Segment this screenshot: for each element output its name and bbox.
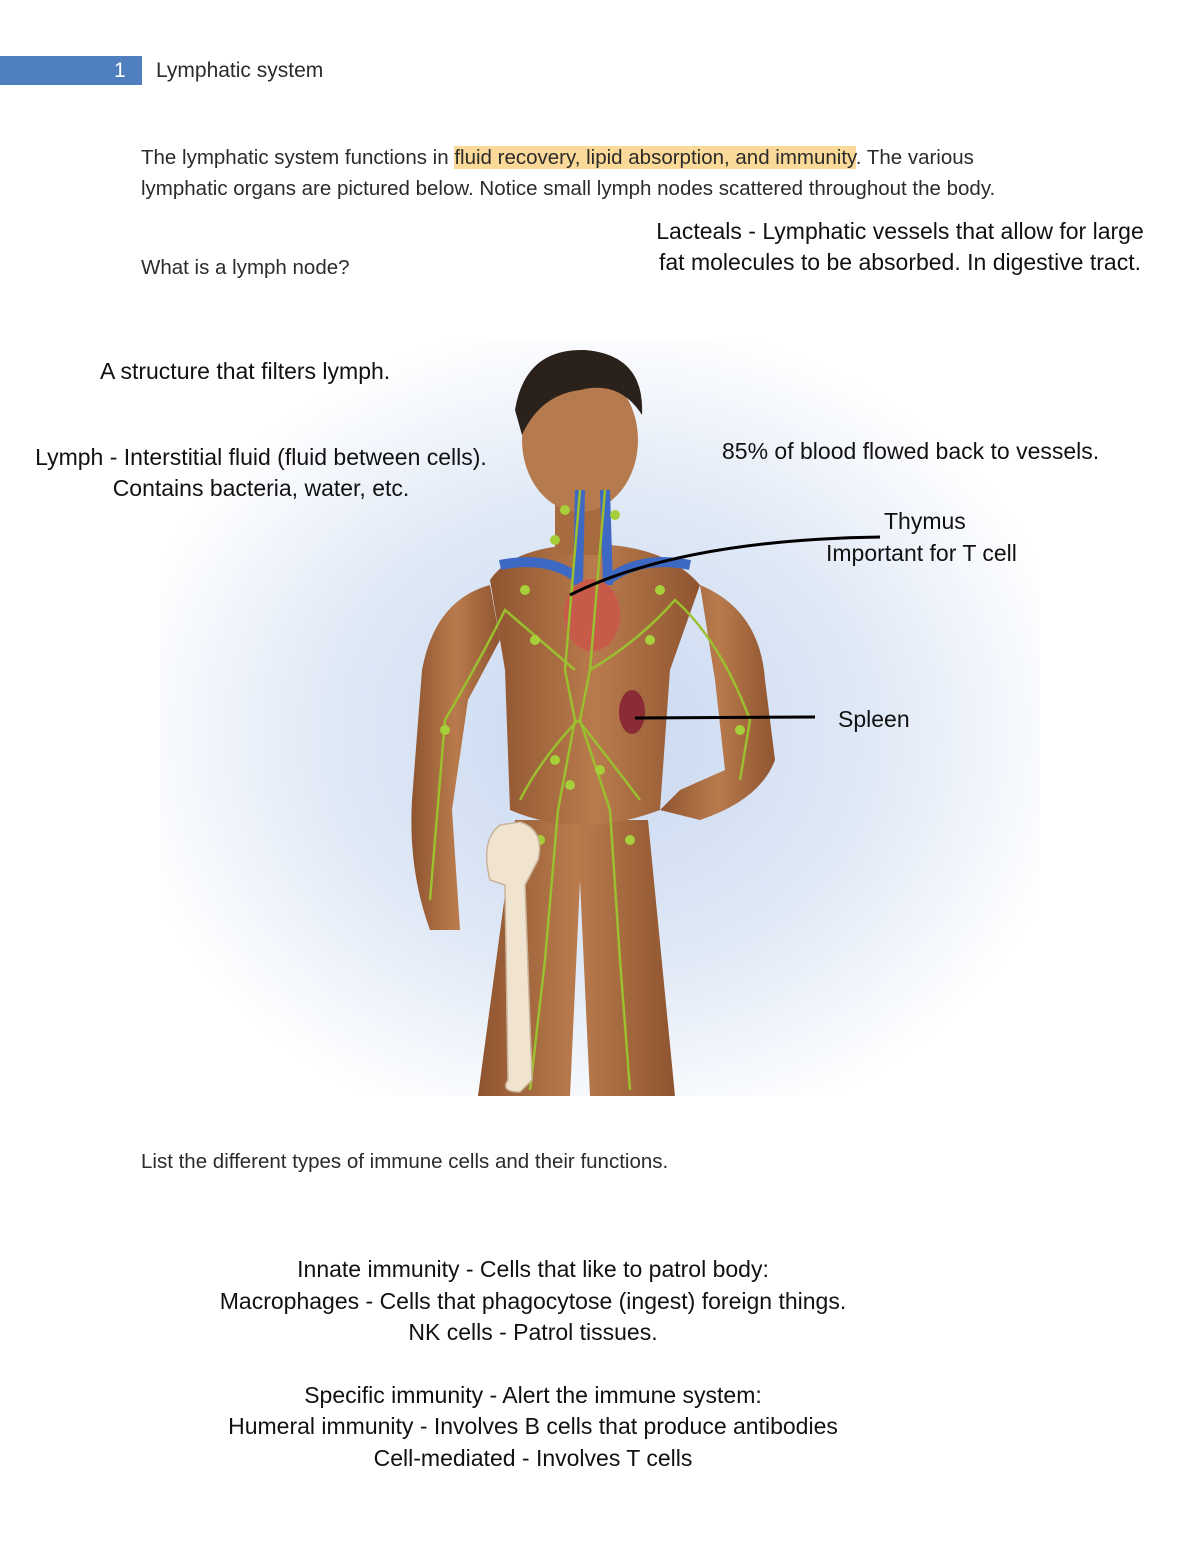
lymph-line-1: Lymph - Interstitial fluid (fluid between cells). xyxy=(35,444,487,470)
thymus-label: Thymus xyxy=(884,508,966,534)
blood-note: 85% of blood flowed back to vessels. xyxy=(722,438,1100,464)
highlighted-text: fluid recovery, lipid absorption, and immunity xyxy=(454,146,856,169)
lacteals-line-1: Lacteals - Lymphatic vessels that allow for large xyxy=(656,218,1144,244)
lacteals-line-2: fat molecules to be absorbed. In digestive tract. xyxy=(659,249,1141,275)
question-immune-cells: List the different types of immune cells and their functions. xyxy=(141,1150,669,1173)
innate-line-2: Macrophages - Cells that phagocytose (ingest) foreign things. xyxy=(219,1287,847,1314)
specific-line-1: Specific immunity - Alert the immune system: xyxy=(304,1381,762,1408)
spleen-pointer-line xyxy=(635,717,815,718)
spleen xyxy=(619,690,645,734)
innate-line-1: Innate immunity - Cells that like to patrol body: xyxy=(297,1256,769,1282)
lymph-line-2: Contains bacteria, water, etc. xyxy=(112,475,410,501)
lymph-node-answer: A structure that filters lymph. xyxy=(100,358,391,384)
lymph-note xyxy=(10,442,512,504)
question-lymph-node: What is a lymph node? xyxy=(141,256,350,279)
page-number: 1 xyxy=(114,59,126,82)
spacer xyxy=(140,1349,926,1380)
intro-text-end: . The various lymphatic organs are pictured below. Notice small lymph nodes scattered throughout the body. xyxy=(141,146,996,200)
immune-answers xyxy=(140,1254,926,1474)
thymus-note: Important for T cell xyxy=(826,540,1017,566)
specific-line-3: Cell-mediated - Involves T cells xyxy=(373,1444,693,1471)
section-title: Lymphatic system xyxy=(156,59,324,82)
lacteals-note xyxy=(628,216,1172,278)
specific-line-2: Humeral immunity - Involves B cells that produce antibodies xyxy=(228,1413,838,1439)
intro-paragraph xyxy=(141,142,1031,204)
spleen-label: Spleen xyxy=(838,706,910,732)
innate-line-3: NK cells - Patrol tissues. xyxy=(408,1319,658,1345)
intro-text: The lymphatic system functions in xyxy=(141,146,455,169)
